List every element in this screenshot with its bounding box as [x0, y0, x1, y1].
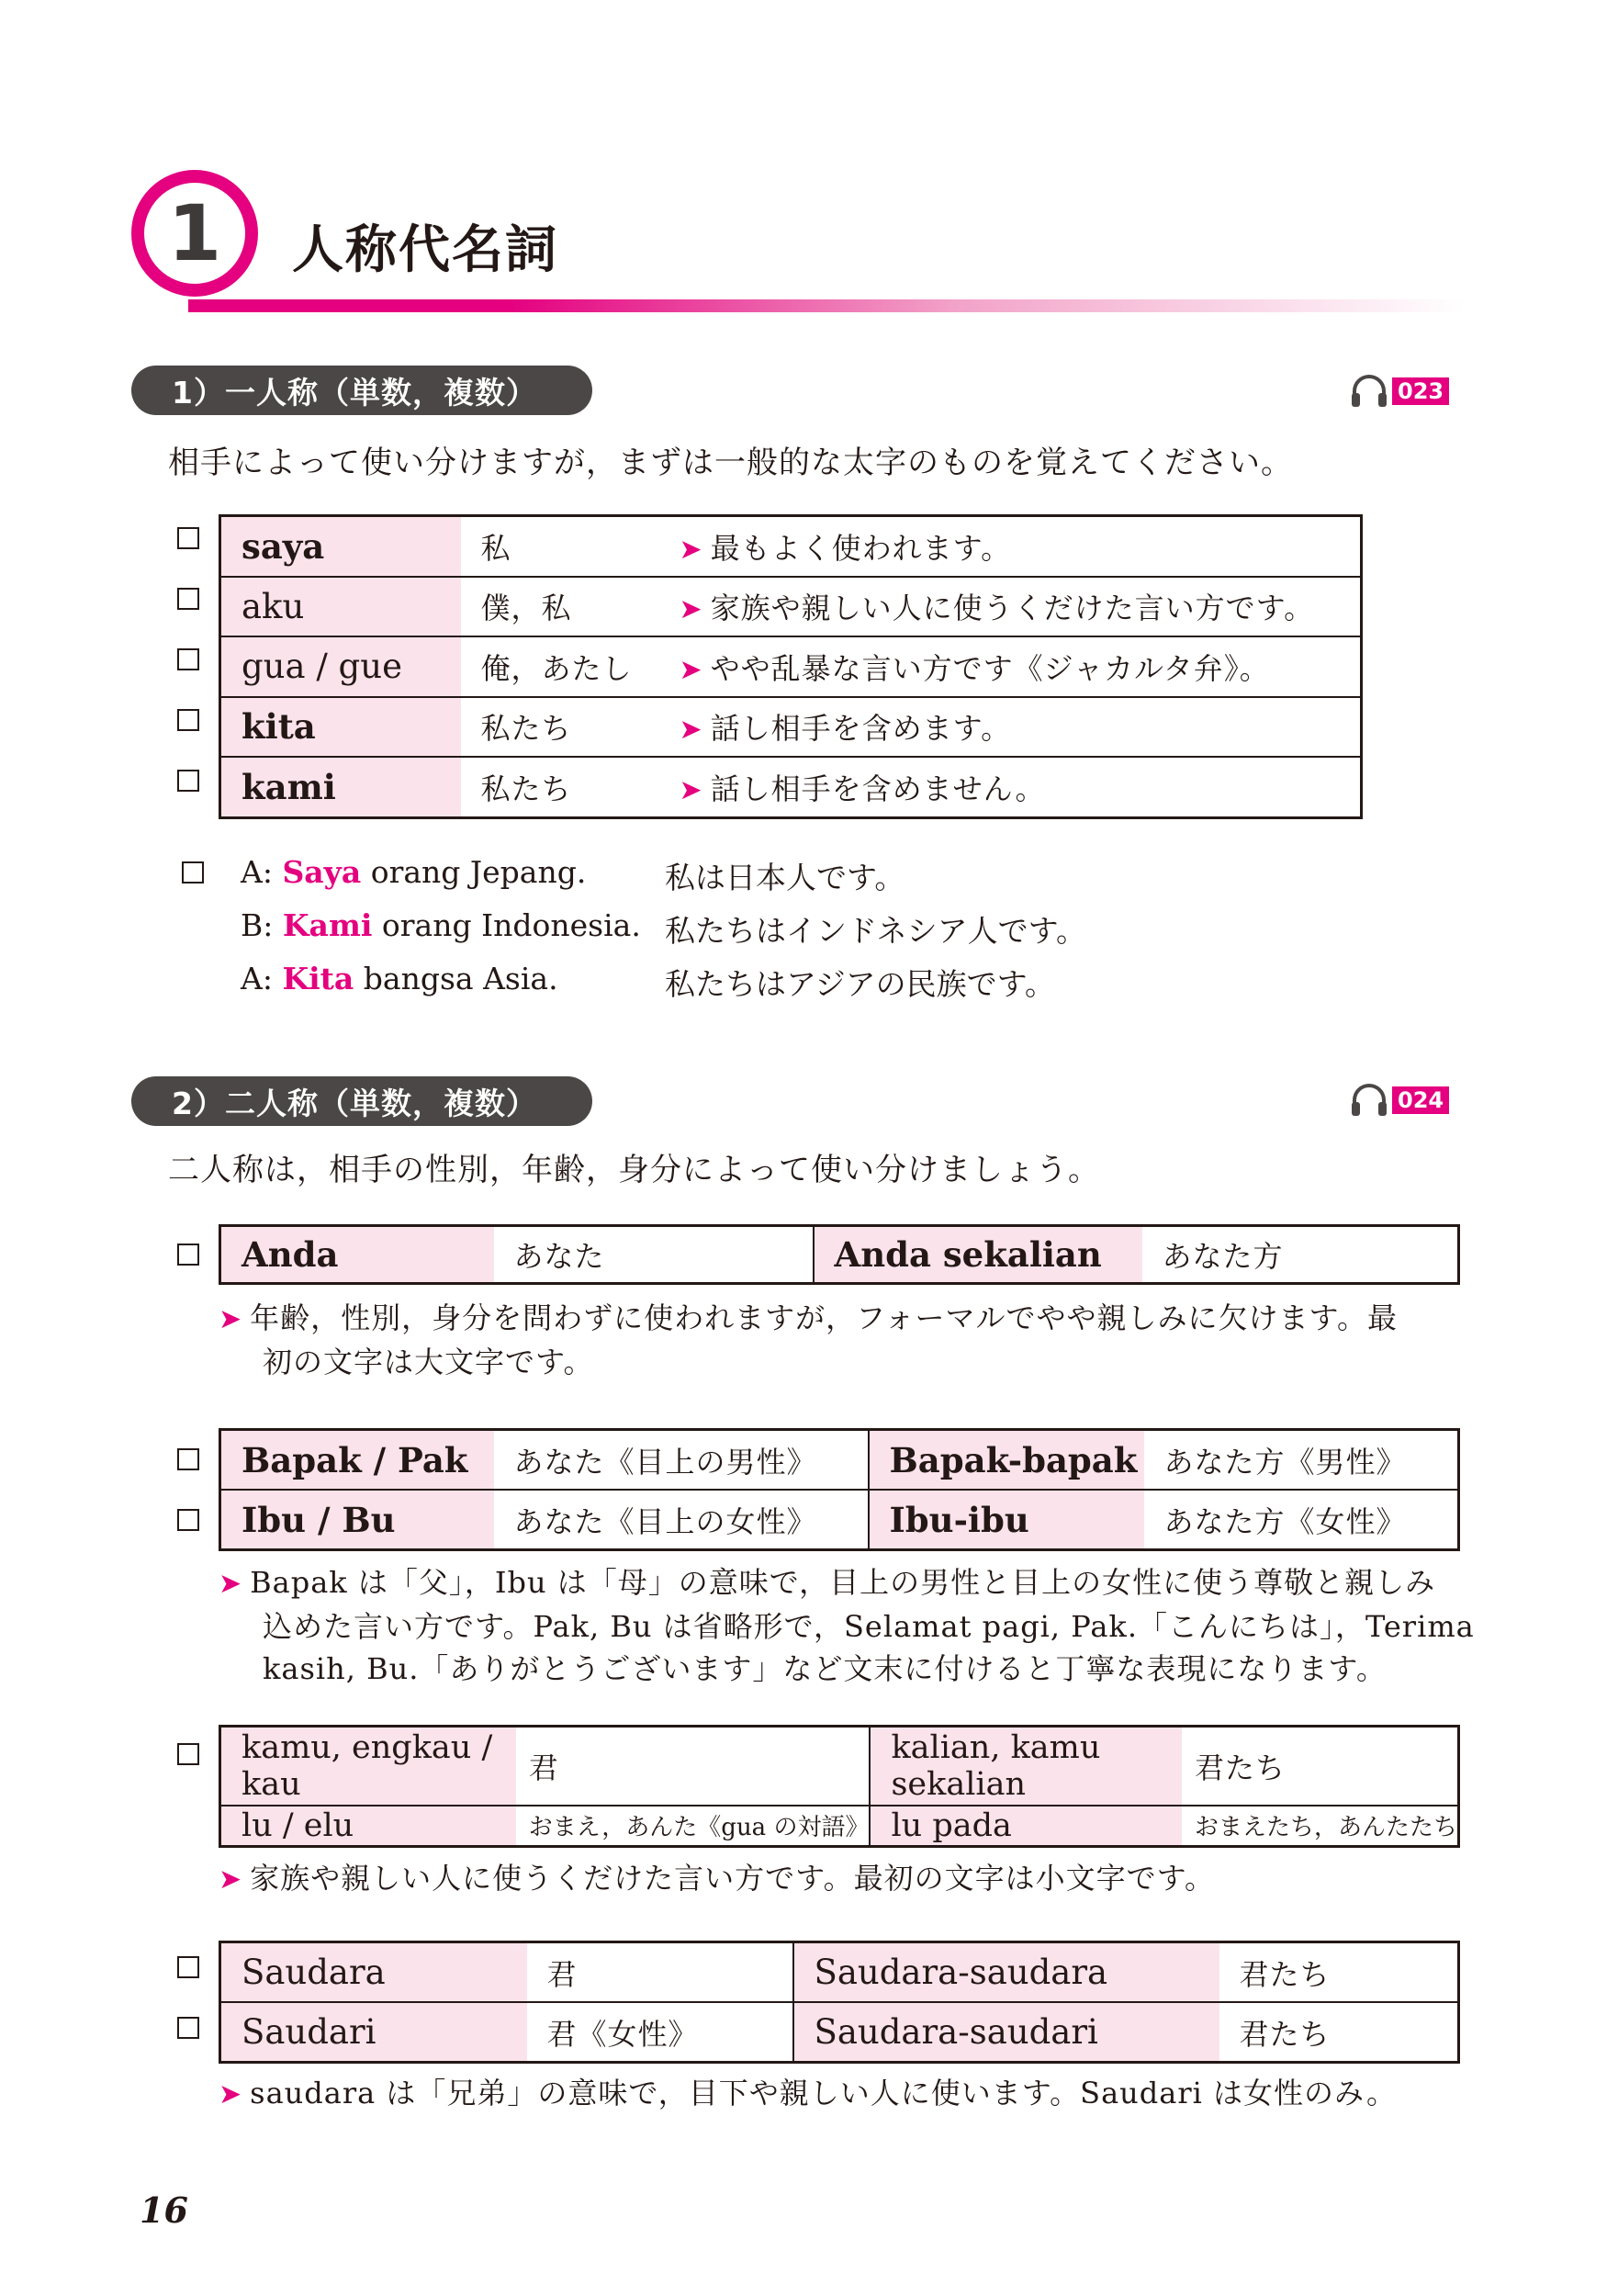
pronoun-meaning: おまえたち，あんたたち	[1182, 1806, 1459, 1847]
pronoun-meaning: あなた方《女性》	[1144, 1490, 1459, 1550]
checkbox-icon[interactable]	[177, 1448, 199, 1470]
headphones-icon	[1350, 373, 1388, 410]
usage-note: ➤ Bapak は「父」，Ibu は「母」の意味で，目上の男性と目上の女性に使う尊敬と親しみ 込めた言い方です。Pak, Bu は省略形で，Selamat pagi, Pak.「こんにちは」，Terima kasih, Bu.「ありがとうございます」など文末に付けると丁寧な表現になります。	[219, 1565, 1475, 1686]
checkbox-icon[interactable]	[177, 588, 199, 610]
pronoun-word: Anda sekalian	[814, 1226, 1142, 1284]
section-intro: 二人称は，相手の性別，年齢，身分によって使い分けましょう。	[168, 1152, 1100, 1188]
checkbox-icon[interactable]	[177, 1956, 199, 1978]
pronoun-word: kamu, engkau / kau	[220, 1727, 516, 1806]
pronoun-meaning: あなた	[513, 1239, 605, 1274]
chapter-number: 1	[167, 188, 222, 278]
pronoun-note: ➤ 話し相手を含めません。	[680, 757, 1362, 817]
section-intro: 相手によって使い分けますが，まずは一般的な太字のものを覚えてください。	[168, 445, 1293, 481]
arrow-bullet-icon: ➤	[219, 1568, 243, 1600]
pronoun-word: Saudari	[220, 2002, 527, 2063]
bapak-ibu-table	[219, 1428, 1460, 1551]
arrow-bullet-icon: ➤	[679, 774, 703, 807]
pronoun-note: ➤ 家族や親しい人に使うくだけた言い方です。	[680, 577, 1362, 637]
usage-note: ➤ 年齢，性別，身分を問わずに使われますが，フォーマルでやや親しみに欠けます。最 初の文字は大文字です。	[219, 1300, 1398, 1379]
saudara-table	[219, 1941, 1460, 2064]
pronoun-word: kita	[220, 697, 461, 758]
checkbox-icon[interactable]	[182, 861, 204, 884]
pronoun-word: Saudara	[220, 1942, 527, 2003]
checkbox-icon[interactable]	[177, 770, 199, 792]
track-number: 023	[1392, 377, 1449, 405]
pronoun-meaning: あなた方《男性》	[1163, 1444, 1407, 1480]
example-sentence: A: Saya orang Jepang.	[241, 854, 587, 890]
pronoun-meaning: 君たち	[1219, 2002, 1459, 2063]
pronoun-meaning: あなた《目上の女性》	[494, 1490, 869, 1550]
pronoun-note: ➤ 話し相手を含めます。	[680, 697, 1362, 758]
pronoun-word: Bapak / Pak	[220, 1430, 494, 1491]
pronoun-meaning: 君たち	[1239, 1956, 1331, 1992]
track-number: 024	[1392, 1086, 1449, 1114]
pronoun-meaning: 僕，私	[461, 577, 680, 637]
table-row	[220, 697, 1362, 758]
example-translation: 私は日本人です。	[665, 860, 905, 895]
table-row	[220, 1226, 1459, 1284]
table-row	[220, 757, 1362, 817]
pronoun-word: Anda	[220, 1226, 494, 1284]
pronoun-word: Ibu-ibu	[869, 1490, 1144, 1550]
checkbox-icon[interactable]	[177, 1244, 199, 1266]
checkbox-icon[interactable]	[177, 648, 199, 670]
example-sentence: B: Kami orang Indonesia.	[241, 907, 641, 943]
checkbox-icon[interactable]	[177, 709, 199, 731]
audio-track-023[interactable]	[1350, 373, 1449, 410]
pronoun-meaning: 君《女性》	[527, 2002, 793, 2063]
pronoun-word: Saudara-saudara	[793, 1942, 1219, 2003]
pronoun-meaning: 私たち	[461, 697, 680, 758]
kamu-lu-table	[219, 1725, 1460, 1848]
pronoun-meaning: 君たち	[1194, 1750, 1286, 1785]
section-heading-second-person: 2）二人称（単数，複数）	[131, 1076, 592, 1126]
pronoun-meaning: あなた《目上の男性》	[513, 1444, 817, 1480]
arrow-bullet-icon: ➤	[679, 653, 703, 686]
pronoun-meaning: 俺，あたし	[461, 636, 680, 697]
usage-note: ➤ 家族や親しい人に使うくだけた言い方です。最初の文字は小文字です。	[219, 1861, 1216, 1896]
checkbox-icon[interactable]	[177, 527, 199, 549]
page-number: 16	[140, 2189, 188, 2231]
arrow-bullet-icon: ➤	[219, 2078, 243, 2110]
first-person-table	[219, 514, 1363, 819]
arrow-bullet-icon: ➤	[679, 533, 703, 566]
pronoun-note: ➤ 最もよく使われます。	[679, 530, 1012, 566]
arrow-bullet-icon: ➤	[679, 714, 703, 747]
audio-track-024[interactable]	[1350, 1082, 1449, 1119]
chapter-underline	[188, 299, 1465, 312]
example-pronoun: Kami	[282, 907, 373, 943]
checkbox-icon[interactable]	[177, 1509, 199, 1531]
arrow-bullet-icon: ➤	[219, 1863, 243, 1896]
section-heading-first-person: 1）一人称（単数，複数）	[131, 366, 592, 415]
table-row	[220, 516, 1362, 577]
chapter-title: 人称代名詞	[292, 220, 558, 280]
table-row	[220, 577, 1362, 637]
example-pronoun: Kita	[282, 961, 354, 996]
checkbox-icon[interactable]	[177, 1743, 199, 1765]
pronoun-meaning: あなた方	[1162, 1239, 1284, 1274]
usage-note: ➤ saudara は「兄弟」の意味で，目下や親しい人に使います。Saudari は女性のみ。	[219, 2076, 1397, 2110]
headphones-icon	[1350, 1082, 1388, 1119]
table-row	[220, 1942, 1459, 2003]
pronoun-word: gua / gue	[220, 636, 461, 697]
pronoun-meaning: 君	[546, 1956, 578, 1992]
arrow-bullet-icon: ➤	[679, 593, 703, 626]
arrow-bullet-icon: ➤	[219, 1303, 243, 1335]
table-row	[220, 1430, 1459, 1491]
example-pronoun: Saya	[282, 854, 362, 890]
example-translation: 私たちはアジアの民族です。	[665, 966, 1056, 1002]
pronoun-word: kami	[220, 757, 461, 817]
pronoun-meaning: おまえ，あんた《gua の対語》	[516, 1806, 871, 1847]
pronoun-word: Saudara-saudari	[793, 2002, 1219, 2063]
pronoun-word: saya	[220, 516, 461, 577]
table-row	[220, 1806, 1459, 1847]
pronoun-word: aku	[220, 577, 461, 637]
pronoun-word: Ibu / Bu	[220, 1490, 494, 1550]
example-translation: 私たちはインドネシア人です。	[665, 913, 1087, 949]
example-sentence: A: Kita bangsa Asia.	[241, 961, 558, 996]
pronoun-meaning: 君	[528, 1750, 559, 1785]
table-row	[220, 2002, 1459, 2063]
pronoun-word: lu pada	[870, 1806, 1182, 1847]
table-row	[220, 636, 1362, 697]
pronoun-word: kalian, kamu sekalian	[870, 1727, 1182, 1806]
table-row	[220, 1490, 1459, 1550]
pronoun-meaning: 私	[480, 530, 511, 566]
checkbox-icon[interactable]	[177, 2017, 199, 2039]
table-row	[220, 1727, 1459, 1806]
pronoun-word: Bapak-bapak	[869, 1430, 1144, 1491]
anda-table	[219, 1224, 1460, 1285]
pronoun-meaning: 私たち	[461, 757, 680, 817]
pronoun-note: ➤ やや乱暴な言い方です《ジャカルタ弁》。	[680, 636, 1362, 697]
pronoun-word: lu / elu	[220, 1806, 516, 1847]
